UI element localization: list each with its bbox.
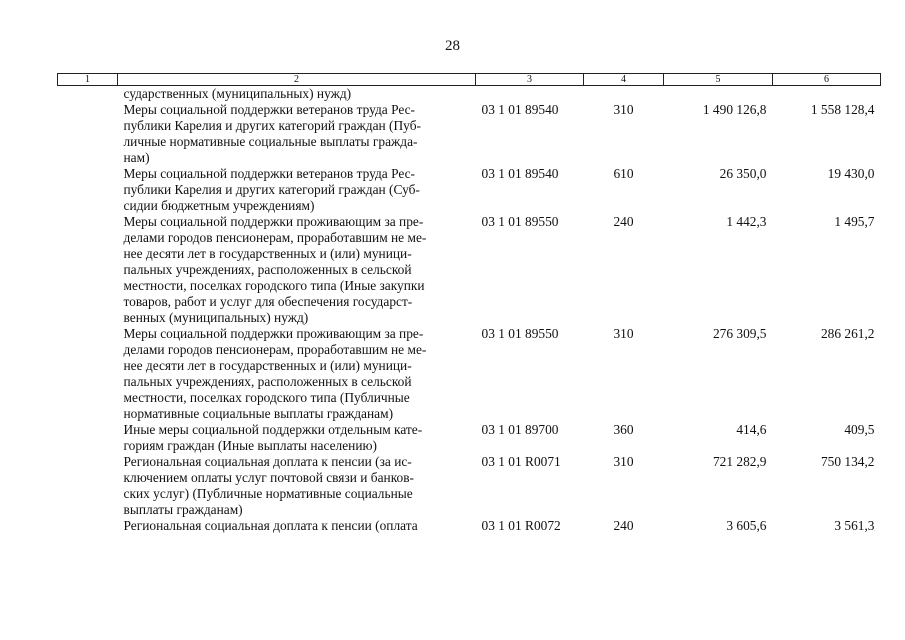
target-article-code: 03 1 01 89550: [481, 214, 559, 229]
amount-year-1: 26 350,0: [719, 166, 767, 181]
amount-year-1: [664, 86, 773, 103]
column-number-row: [58, 74, 881, 86]
page-number: 28: [445, 38, 460, 54]
expense-name-cell: [118, 326, 476, 422]
expense-name-cell: [118, 166, 476, 214]
column-number-6: 6: [773, 74, 881, 86]
amount-year-1: 1 442,3: [726, 214, 767, 229]
expense-type-code: 310: [613, 102, 634, 117]
expense-name-cell: [118, 518, 476, 534]
target-article-code: 03 1 01 R0072: [481, 518, 561, 533]
expense-name-line: сударственных (муниципальных) нужд): [123, 86, 352, 101]
target-article-code: 03 1 01 89700: [481, 422, 559, 437]
table-row: [58, 454, 881, 518]
row-index-cell: [58, 214, 118, 326]
expense-type-code: 610: [613, 166, 634, 181]
expense-name-line: пальных учреждениях, расположенных в сельской: [123, 374, 412, 389]
expense-name-cell: [118, 102, 476, 166]
expense-name-line: нее десяти лет в государственных и (или) муници-: [123, 246, 412, 261]
row-index-cell: [58, 422, 118, 454]
amount-year-2: 1 558 128,4: [810, 102, 875, 117]
row-index-cell: [58, 518, 118, 534]
amount-year-2: 286 261,2: [820, 326, 875, 341]
amount-year-1: 276 309,5: [712, 326, 767, 341]
expense-name-line: товаров, работ и услуг для обеспечения государст-: [123, 294, 413, 309]
amount-year-2: 409,5: [844, 422, 875, 437]
table-row: [58, 102, 881, 166]
amount-year-1: 721 282,9: [712, 454, 767, 469]
expense-name-line: ских услуг) (Публичные нормативные социальные: [123, 486, 413, 501]
expense-name-line: гориям граждан (Иные выплаты населению): [123, 438, 377, 453]
target-article-code: 03 1 01 R0071: [481, 454, 561, 469]
amount-year-2: 750 134,2: [820, 454, 875, 469]
expense-name-line: венных (муниципальных) нужд): [123, 310, 309, 325]
target-article-code: [476, 86, 584, 103]
amount-year-2: 1 495,7: [834, 214, 875, 229]
expense-name-line: Меры социальной поддержки ветеранов труда Рес-: [123, 102, 416, 117]
expense-name-line: ключением оплаты услуг почтовой связи и банков-: [123, 470, 414, 485]
table-row: [58, 214, 881, 326]
target-article-code: 03 1 01 89550: [481, 326, 559, 341]
expense-name-line: нормативные социальные выплаты гражданам): [123, 406, 394, 421]
expense-name-line: Меры социальной поддержки проживающим за пре-: [123, 326, 424, 341]
expense-name-cell: [118, 86, 476, 103]
expense-type-code: 360: [613, 422, 634, 437]
expense-name-cell: [118, 214, 476, 326]
expense-name-line: публики Карелия и других категорий граждан (Пуб-: [123, 118, 421, 133]
table-row: [58, 422, 881, 454]
expense-name-line: публики Карелия и других категорий граждан (Суб-: [123, 182, 420, 197]
row-index-cell: [58, 454, 118, 518]
expense-name-line: сидии бюджетным учреждениям): [123, 198, 315, 213]
expense-name-line: пальных учреждениях, расположенных в сельской: [123, 262, 412, 277]
table-row: [58, 518, 881, 534]
expense-name-line: Иные меры социальной поддержки отдельным кате-: [123, 422, 423, 437]
amount-year-2: 3 561,3: [834, 518, 875, 533]
expense-name-line: нам): [123, 150, 150, 165]
row-index-cell: [58, 86, 118, 103]
expense-name-line: местности, поселках городского типа (Публичные: [123, 390, 410, 405]
table-row: [58, 326, 881, 422]
amount-year-1: 414,6: [736, 422, 767, 437]
expense-name-line: делами городов пенсионерам, проработавшим не ме-: [123, 230, 427, 245]
expense-type-code: 310: [613, 326, 634, 341]
expense-name-line: личные нормативные социальные выплаты гражда-: [123, 134, 418, 149]
amount-year-2: [773, 86, 881, 103]
amount-year-1: 1 490 126,8: [702, 102, 767, 117]
table-row: [58, 166, 881, 214]
expense-name-line: нее десяти лет в государственных и (или) муници-: [123, 358, 412, 373]
table-body: [58, 86, 881, 535]
row-index-cell: [58, 326, 118, 422]
column-number-1: 1: [58, 74, 118, 86]
expense-type-code: 240: [613, 214, 634, 229]
table-row: [58, 86, 881, 103]
budget-table: [57, 73, 881, 534]
expense-name-line: местности, поселках городского типа (Иные закупки: [123, 278, 425, 293]
row-index-cell: [58, 102, 118, 166]
expense-name-line: Меры социальной поддержки ветеранов труда Рес-: [123, 166, 416, 181]
column-number-2: 2: [118, 74, 476, 86]
row-index-cell: [58, 166, 118, 214]
expense-name-line: выплаты гражданам): [123, 502, 243, 517]
expense-name-cell: [118, 454, 476, 518]
expense-name-line: Меры социальной поддержки проживающим за пре-: [123, 214, 424, 229]
column-number-3: 3: [476, 74, 584, 86]
amount-year-1: 3 605,6: [726, 518, 767, 533]
expense-name-line: Региональная социальная доплата к пенсии (за ис-: [123, 454, 412, 469]
amount-year-2: 19 430,0: [827, 166, 875, 181]
expense-name-line: Региональная социальная доплата к пенсии (оплата: [123, 518, 418, 533]
expense-type-code: 240: [613, 518, 634, 533]
target-article-code: 03 1 01 89540: [481, 102, 559, 117]
expense-type-code: 310: [613, 454, 634, 469]
target-article-code: 03 1 01 89540: [481, 166, 559, 181]
column-number-5: 5: [664, 74, 773, 86]
column-number-4: 4: [584, 74, 664, 86]
expense-type-code: [584, 86, 664, 103]
expense-name-line: делами городов пенсионерам, проработавшим не ме-: [123, 342, 427, 357]
expense-name-cell: [118, 422, 476, 454]
